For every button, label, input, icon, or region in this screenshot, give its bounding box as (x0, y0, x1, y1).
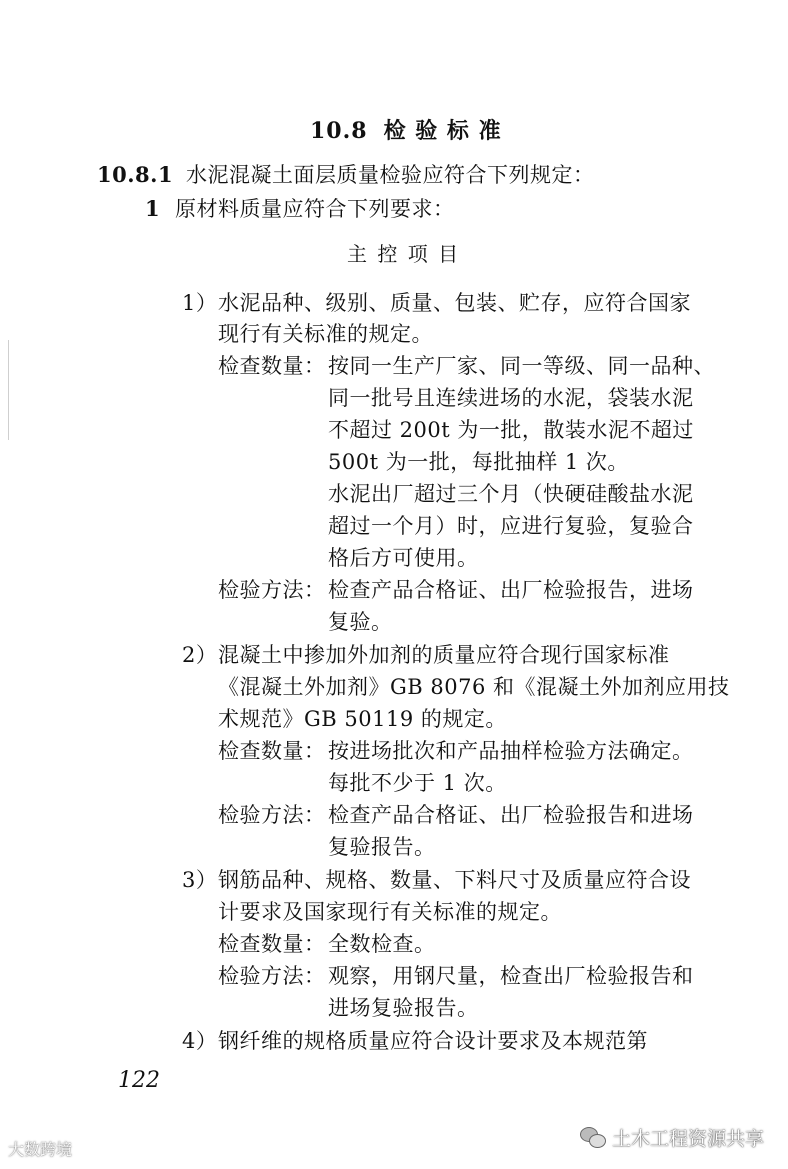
item-text: 原材料质量应符合下列要求： (175, 197, 455, 221)
method-label: 检验方法： (218, 803, 326, 827)
qty-line: 全数检查。 (328, 932, 436, 956)
entry-line: 术规范》GB 50119 的规定。 (218, 707, 507, 731)
entry-line: 《混凝土外加剂》GB 8076 和《混凝土外加剂应用技 (218, 675, 730, 699)
scan-edge-line (8, 340, 9, 440)
qty-line: 按同一生产厂家、同一等级、同一品种、 (328, 354, 715, 378)
qty-label: 检查数量： (218, 354, 326, 378)
entry-number: 3） (182, 868, 218, 892)
method-label: 检验方法： (218, 964, 326, 988)
item-number: 1 (145, 196, 161, 221)
entry-number: 4） (182, 1029, 218, 1053)
entry-line: 现行有关标准的规定。 (218, 322, 433, 346)
section-title: 检 验 标 准 (383, 118, 502, 144)
method-line: 检查产品合格证、出厂检验报告和进场 (328, 803, 694, 827)
qty-line: 每批不少于 1 次。 (328, 771, 507, 795)
method-line: 进场复验报告。 (328, 996, 479, 1020)
qty-line: 500t 为一批，每批抽样 1 次。 (328, 450, 629, 474)
method-line: 复验报告。 (328, 835, 436, 859)
clause-text: 水泥混凝土面层质量检验应符合下列规定： (186, 163, 595, 187)
entry-line: 钢纤维的规格质量应符合设计要求及本规范第 (218, 1029, 648, 1053)
qty-line: 同一批号且连续进场的水泥，袋装水泥 (328, 386, 694, 410)
entry-line: 混凝土中掺加外加剂的质量应符合现行国家标准 (218, 643, 670, 667)
method-line: 复验。 (328, 610, 393, 634)
section-number: 10.8 (310, 118, 368, 144)
method-line: 检查产品合格证、出厂检验报告，进场 (328, 578, 694, 602)
watermark-right (580, 1124, 764, 1151)
entry-line: 水泥品种、级别、质量、包装、贮存，应符合国家 (218, 291, 691, 315)
qty-line: 水泥出厂超过三个月（快硬硅酸盐水泥 (328, 482, 694, 506)
qty-line: 按进场批次和产品抽样检验方法确定。 (328, 739, 694, 763)
entry-number: 1） (182, 291, 218, 315)
qty-line: 不超过 200t 为一批，散装水泥不超过 (328, 418, 694, 442)
watermark-right-text: 土木工程资源共享 (612, 1128, 765, 1150)
method-line: 观察，用钢尺量，检查出厂检验报告和 (328, 964, 694, 988)
qty-label: 检查数量： (218, 739, 326, 763)
entry-number: 2） (182, 643, 218, 667)
method-label: 检验方法： (218, 578, 326, 602)
watermark-left: 大数跨境 (8, 1140, 73, 1159)
clause-number: 10.8.1 (97, 162, 174, 187)
qty-line: 超过一个月）时，应进行复验，复验合 (328, 514, 694, 538)
entry-line: 计要求及国家现行有关标准的规定。 (218, 900, 562, 924)
qty-line: 格后方可使用。 (328, 546, 479, 570)
subheading: 主 控 项 目 (347, 242, 461, 266)
section-heading (310, 114, 502, 145)
wechat-icon (580, 1127, 606, 1149)
page-number: 122 (118, 1068, 160, 1093)
qty-label: 检查数量： (218, 932, 326, 956)
entry-line: 钢筋品种、规格、数量、下料尺寸及质量应符合设 (218, 868, 691, 892)
